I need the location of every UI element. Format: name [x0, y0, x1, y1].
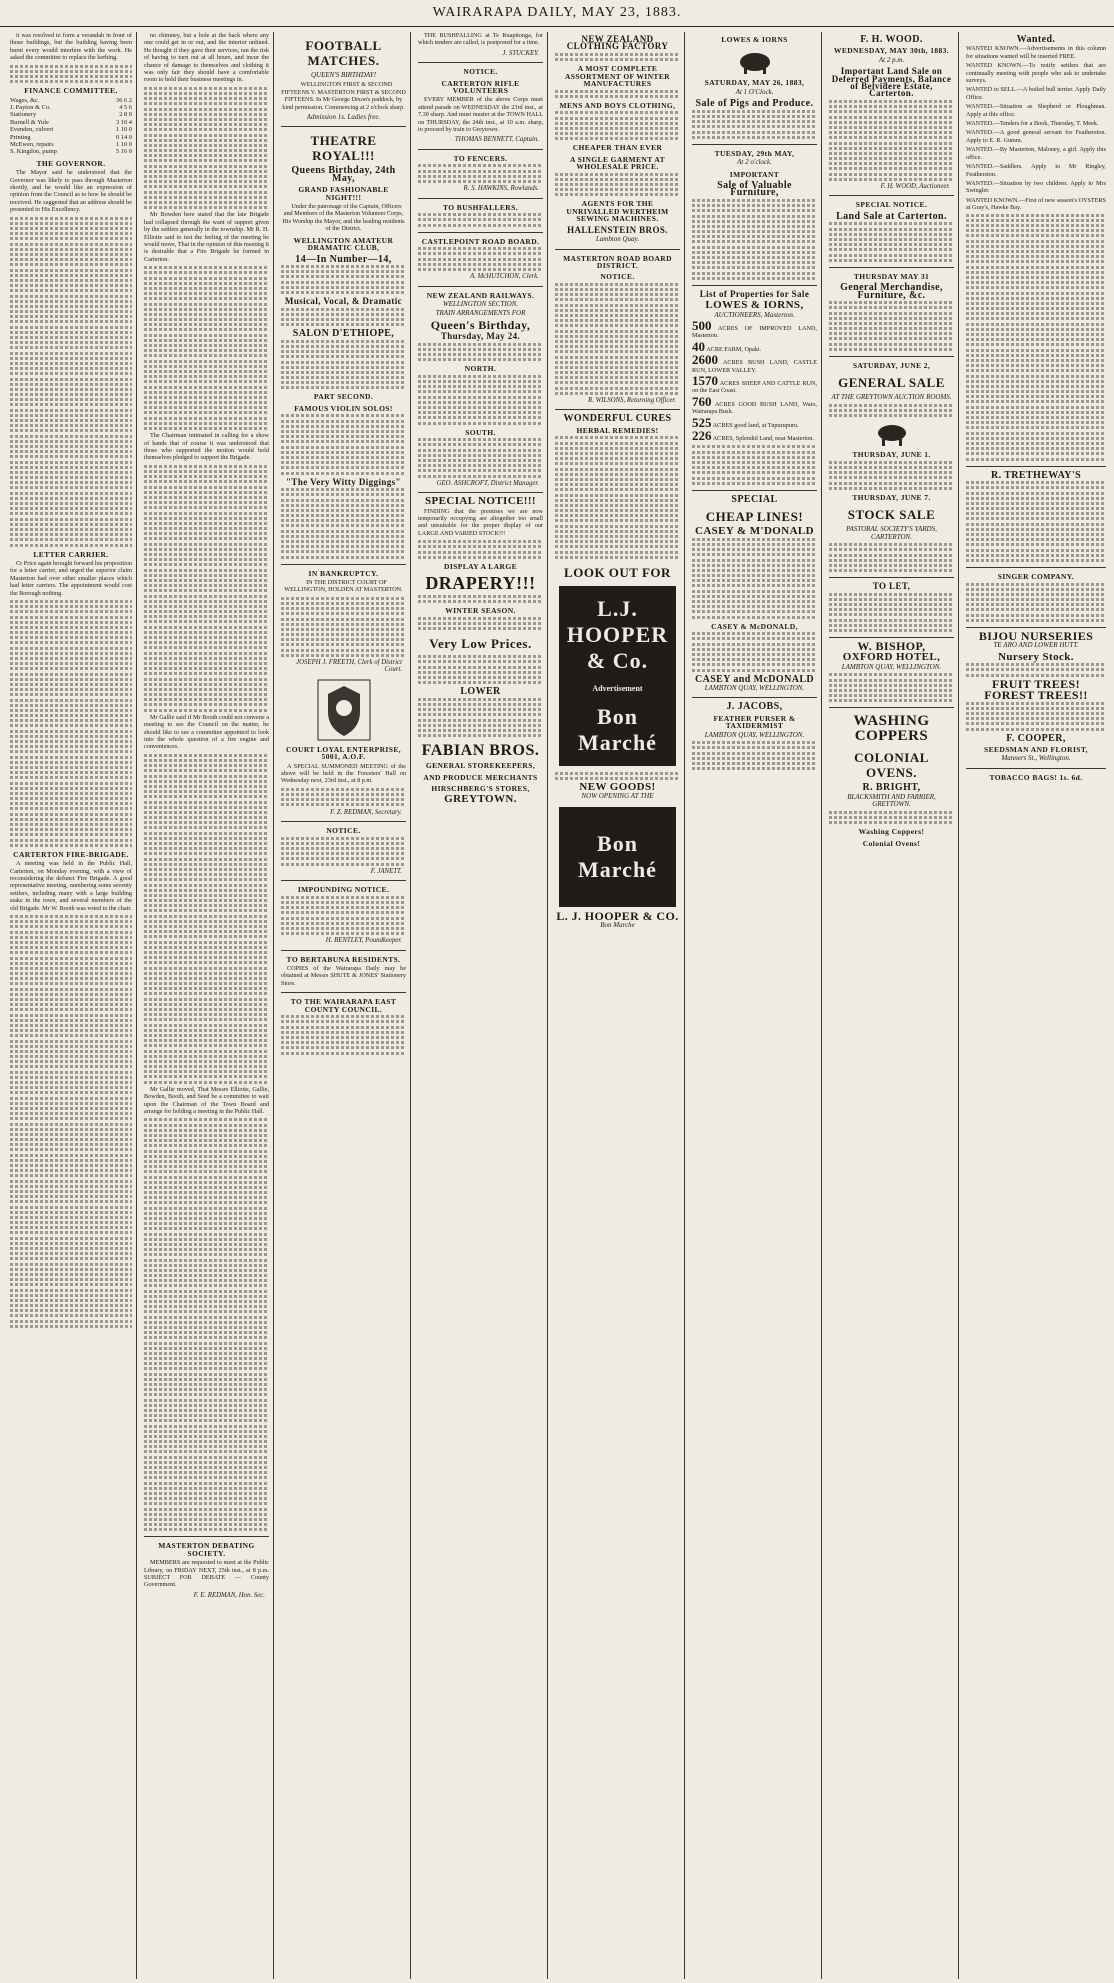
- divider: [966, 466, 1106, 467]
- list-item: WANTED.—By Masterton, Maloney, a girl. Apply this office.: [966, 146, 1106, 161]
- table-row: Stationery 2 8 0: [10, 111, 132, 119]
- signature: R. WILSONS, Returning Officer.: [588, 397, 676, 405]
- section-heading: NORTH.: [464, 364, 497, 374]
- section-heading: SPECIAL NOTICE.: [855, 200, 928, 210]
- text-block: [281, 414, 406, 474]
- divider: [418, 62, 543, 63]
- ad-subheading: Colonial Ovens!: [862, 838, 921, 848]
- ad-heading: SPECIAL NOTICE!!!: [424, 495, 536, 508]
- list-item: WANTED KNOWN.—Advertisements in this column for situations wanted will be inserted FREE.: [966, 45, 1106, 60]
- ad-subheading: TRAIN ARRANGEMENTS FOR: [435, 309, 526, 318]
- text-block: [555, 53, 680, 61]
- ad-subheading: WEDNESDAY, MAY 30th, 1883.: [833, 46, 950, 56]
- ad-subheading: THURSDAY MAY 31: [853, 271, 930, 281]
- ad-subheading: AUCTIONEERS, Masterton.: [714, 310, 795, 319]
- list-item: 525 ACRES good land, at Tupurupuru.: [692, 414, 799, 430]
- ad-subheading: NOW OPENING AT THE: [581, 792, 654, 801]
- text-block: [144, 266, 269, 430]
- ad-subheading: Thursday, May 24.: [440, 331, 521, 342]
- hooper-advertisement: [559, 586, 676, 766]
- ad-subheading: GRAND FASHIONABLE NIGHT!!!: [298, 185, 389, 202]
- text-block: [966, 214, 1106, 461]
- ad-heading: F. H. WOOD.: [860, 34, 923, 45]
- divider: [418, 286, 543, 287]
- section-heading: MASTERTON DEBATING SOCIETY.: [158, 1541, 255, 1558]
- ad-heading: WASHING COPPERS: [853, 713, 930, 745]
- text-block: [418, 164, 543, 183]
- ad-subheading: PART SECOND.: [313, 392, 374, 402]
- column-rule: [410, 32, 411, 1979]
- column-7: [825, 32, 958, 1979]
- divider: [281, 950, 406, 951]
- section-heading: TO BUSHFALLERS.: [443, 202, 518, 212]
- text-block: [10, 915, 132, 1328]
- column-5: [551, 32, 684, 1979]
- table-row: McEwen, repairs 1 10 0: [10, 141, 132, 149]
- ad-heading: SINGER COMPANY.: [997, 571, 1075, 581]
- column-4: [414, 32, 547, 1979]
- text-block: [829, 301, 954, 351]
- signature: H. BENTLEY, Poundkeeper.: [325, 937, 402, 945]
- text-block: [418, 213, 543, 226]
- ad-heading: WONDERFUL CURES: [563, 413, 672, 425]
- section-heading: CARTERTON RIFLE VOLUNTEERS: [441, 78, 520, 96]
- text-block: [692, 632, 817, 671]
- section-heading: THE GOVERNOR.: [36, 158, 106, 168]
- divider: [692, 697, 817, 698]
- ad-heading: COLONIAL OVENS.: [854, 750, 929, 781]
- text-block: [281, 265, 406, 294]
- section-heading: MASTERTON ROAD BOARD DISTRICT.: [563, 253, 672, 270]
- divider: [144, 1536, 269, 1537]
- text-block: [10, 217, 132, 547]
- section-heading: TO BERTABUNA RESIDENTS.: [286, 954, 401, 964]
- column-rule: [547, 32, 548, 1979]
- ad-heading: CHEAP LINES!: [705, 509, 804, 525]
- ad-subheading: Advertisement: [592, 683, 643, 693]
- ad-subheading: Queens Birthday, 24th May,: [291, 165, 396, 184]
- divider: [829, 195, 954, 196]
- text-block: [281, 1015, 406, 1054]
- signature: F. Z. REDMAN, Secretary.: [330, 808, 402, 816]
- divider: [829, 707, 954, 708]
- ad-subheading: THURSDAY, JUNE 7.: [852, 492, 931, 502]
- ad-subheading: HALLENSTEIN BROS.: [567, 224, 668, 235]
- ad-subheading: TUESDAY, 29th MAY,: [714, 148, 795, 158]
- ad-subheading: IMPORTANT: [729, 169, 780, 179]
- ad-subheading: SATURDAY, MAY 26, 1883,: [704, 78, 805, 88]
- list-item: WANTED to SELL.—A boiled bull terrier. Apply Daily Office.: [966, 86, 1106, 101]
- ad-subheading: FEATHER PURSER & TAXIDERMIST: [713, 713, 796, 731]
- list-item: 2600 ACRES BUSH LAND, CASTLE RUN, LOWER VALLEY.: [692, 352, 817, 374]
- notice-text: MEMBERS are requested to meet at the Public Library, on FRIDAY NEXT, 25th inst., at 8 p.m. SUBJECT FOR DEBATE — County Government.: [144, 1559, 269, 1589]
- ad-heading: NEW ZEALAND CLOTHING FACTORY: [566, 34, 669, 52]
- column-rule: [273, 32, 274, 1979]
- ad-subheading: SATURDAY, JUNE 2,: [852, 360, 931, 370]
- ad-heading: LOOK OUT FOR: [564, 564, 671, 580]
- ad-subheading: CASEY & McDONALD,: [711, 621, 798, 631]
- notice-text: IN THE DISTRICT COURT OF WELLINGTON, HOLDEN AT MASTERTON.: [284, 578, 403, 594]
- article-text: The Chairman intimated in calling for a show of hands that of course it was understood that those who supported the motion would hold themselves pledged to support the Brigade.: [144, 432, 269, 462]
- ad-heading: General Merchandise, Furniture, &c.: [840, 282, 943, 301]
- text-block: [281, 788, 406, 807]
- ad-subheading: AT THE GREYTOWN AUCTION ROOMS.: [831, 393, 952, 402]
- table-row: Burnell & Yule 3 10 4: [10, 118, 132, 126]
- section-heading: IN BANKRUPTCY.: [308, 568, 379, 578]
- column-rule: [684, 32, 685, 1979]
- ad-heading: CASEY & M'DONALD: [694, 525, 815, 538]
- section-heading: NOTICE.: [463, 67, 498, 77]
- ad-subheading: WELLINGTON SECTION.: [442, 299, 519, 308]
- list-item: WANTED.—Saddlers. Apply to Mr Ringley, Featherston.: [966, 163, 1106, 178]
- list-item: 40 ACRE FARM, Opaki.: [692, 338, 762, 354]
- section-heading: LETTER CARRIER.: [33, 549, 109, 559]
- text-block: [10, 65, 132, 84]
- ad-heading: Land Sale at Carterton.: [836, 210, 947, 222]
- ad-subheading: GREYTOWN.: [444, 793, 517, 806]
- ad-heading: Bon Marché: [578, 703, 657, 755]
- text-block: [692, 445, 817, 484]
- ad-heading: STOCK SALE: [847, 507, 936, 523]
- ad-heading: FABIAN BROS.: [421, 742, 540, 760]
- ad-subheading: LAMBTON QUAY, WELLINGTON.: [704, 730, 805, 739]
- ad-subheading: AND PRODUCE MERCHANTS: [423, 772, 538, 782]
- ad-subheading: QUEEN'S BIRTHDAY!: [310, 71, 377, 79]
- ad-subheading: At 2 o'clock.: [737, 158, 772, 167]
- ad-heading: TO LET,: [872, 581, 911, 592]
- table-row: Evenden, culvert 1 10 0: [10, 126, 132, 134]
- ad-subheading: Lambton Quay.: [595, 235, 640, 244]
- ad-heading: DRAPERY!!!: [425, 573, 536, 594]
- notice-text: A SPECIAL SUMMONED MEETING of the above will be held in the Foresters' Hall on Wednesday next, 23rd inst., at 8 p.m.: [281, 762, 406, 785]
- list-item: WANTED KNOWN.—To notify settlers that are continually meeting with people who ask to undertake surveys.: [966, 62, 1106, 85]
- ad-heading: Important Land Sale on Deferred Payments, Balance of Belvidere Estate, Carterton.: [831, 66, 952, 99]
- ad-subheading: FAMOUS VIOLIN SOLOS!: [294, 403, 393, 413]
- text-block: [829, 543, 954, 572]
- text-block: [829, 593, 954, 632]
- divider: [692, 490, 817, 491]
- finance-table: [10, 97, 132, 156]
- ad-heading: FRUIT TREES!: [991, 676, 1081, 691]
- divider: [829, 637, 954, 638]
- column-2: [140, 32, 273, 1979]
- ad-heading: Very Low Prices.: [429, 636, 532, 652]
- section-heading: TO THE WAIRARAPA EAST COUNTY COUNCIL.: [290, 997, 397, 1014]
- text-block: [144, 465, 269, 712]
- ad-heading: THEATRE ROYAL!!!: [310, 133, 377, 164]
- column-3: [277, 32, 410, 1979]
- signature: A. McHUTCHON, Clerk.: [470, 273, 539, 281]
- ad-heading: LOWES & IORNS: [721, 35, 788, 44]
- text-block: [281, 340, 406, 390]
- ad-heading: L.J. HOOPER & Co.: [566, 595, 669, 673]
- article-text: Cr Price again brought forward his proposition for a letter carrier, and urged the superior claim Masterton had over other smaller places which had letter carriers. The appointment would cost the Borough nothing.: [10, 559, 132, 597]
- ad-heading: SPECIAL: [731, 493, 778, 505]
- ad-subheading: WINTER SEASON.: [445, 606, 516, 616]
- divider: [418, 232, 543, 233]
- list-item: WANTED.—Tenders for a Book, Thursday, T. Meek.: [966, 120, 1099, 128]
- pig-icon: [735, 47, 775, 75]
- text-block: [281, 488, 406, 558]
- text-block: [555, 111, 680, 140]
- section-heading: IMPOUNDING NOTICE.: [297, 885, 390, 895]
- divider: [418, 198, 543, 199]
- ad-subheading: 14—In Number—14,: [295, 253, 392, 265]
- text-block: [281, 896, 406, 935]
- ad-subheading: BLACKSMITH AND FARRIER, GREYTOWN.: [847, 792, 936, 809]
- list-item: WANTED.—Situation by two children. Apply to Mrs Swingler.: [966, 179, 1106, 195]
- article-text: The Mayor said he understood that the Governor was likely to pass through Masterton shortly, and he would like an expression of opinion from the Council as to how he should be received. He suggested that an address should be presented to His Excellency.: [10, 169, 132, 214]
- divider: [281, 992, 406, 993]
- article-text: no chimney, but a hole at the back where any one could get in or out, and the interior unlined. He thought if they gave their services, ran the risk of having to turn out at all hours, and incur the chance of damage to themselves and clothing it was only fair they should have a comfortable room to hold their business meetings in.: [144, 32, 269, 84]
- section-heading: CARTERTON FIRE-BRIGADE.: [13, 849, 129, 859]
- ad-heading: R. TRETHEWAY'S: [990, 469, 1082, 481]
- divider: [829, 356, 954, 357]
- text-block: [281, 308, 406, 327]
- notice-text: EVERY MEMBER of the above Corps must attend parade on WEDNESDAY the 23rd inst., at 7.30 sharp. And must muster at the TOWN HALL on THURSDAY, the 24th inst., at 10 a.m. sharp, to proceed by train to Greytown.: [418, 96, 543, 134]
- signature: F. E. REDMAN, Hon. Sec.: [193, 1591, 265, 1599]
- ad-text: WELLINGTON FIRST & SECOND FIFTEENS V. MASTERTON FIRST & SECOND FIFTEENS. In Mr George Dixon's paddock, by kind permission. Commencing at 2 o'clock sharp.: [281, 81, 406, 111]
- text-block: [692, 741, 817, 770]
- text-block: [555, 173, 680, 197]
- signature: F. JANETT.: [370, 867, 402, 875]
- divider: [966, 768, 1106, 769]
- signature: F. H. WOOD, Auctioneer.: [880, 183, 950, 191]
- article-text: Mr Bowden here stated that the late Brigade had collapsed through the want of support given by the settlers generally in the township. Mr R. H. Elliotte said to test the feeling of the meeting he would move, That in the opinion of this meeting it is desirable that a Fire Brigade be formed in Carterton.: [144, 211, 269, 263]
- text-block: [966, 663, 1106, 676]
- column-rule: [958, 32, 959, 1979]
- column-1: [6, 32, 136, 1979]
- text-block: [692, 538, 817, 619]
- ad-heading: BIJOU NURSERIES: [978, 628, 1094, 643]
- list-item: WANTED KNOWN.—First of new season's OYSTERS at Gray's, Hawke Bay.: [966, 196, 1106, 212]
- section-heading: NOTICE.: [600, 272, 635, 282]
- text-block: [144, 1118, 269, 1531]
- ad-subheading: LAMBTON QUAY, WELLINGTON.: [841, 662, 942, 671]
- article-text: Mr Gallie moved, That Messrs Elliotte, Gallie, Bowden, Booth, and Seed be a committee to wait upon the Chairman of the Town Board and arrange for holding a meeting in the Public Hall.: [144, 1085, 269, 1116]
- ad-subheading: PASTORAL SOCIETY'S YARDS, CARTERTON.: [846, 525, 937, 541]
- text-block: [281, 597, 406, 657]
- section-heading: SOUTH.: [465, 427, 496, 437]
- ad-heading: R. BRIGHT,: [862, 782, 921, 794]
- divider: [281, 880, 406, 881]
- text-block: [966, 583, 1106, 622]
- ad-heading: W. BISHOP,: [857, 639, 926, 653]
- ad-subheading: Washing Coppers!: [858, 827, 925, 837]
- text-block: [829, 222, 954, 261]
- ad-subheading: At 1 O'Clock.: [735, 87, 774, 96]
- ad-heading: Sale of Valuable Furniture,: [717, 179, 792, 199]
- ad-note: Admission 1s. Ladies free.: [306, 113, 381, 122]
- ad-heading: FOREST TREES!!: [984, 688, 1088, 703]
- divider: [829, 267, 954, 268]
- ad-heading: LOWES & IORNS,: [705, 299, 804, 312]
- divider: [692, 285, 817, 286]
- ad-subheading: WELLINGTON AMATEUR DRAMATIC CLUB,: [293, 235, 394, 253]
- notice-text: COPIES of the Wairarapa Daily may be obtained at Messrs SHUTE & JONES' Stationery Store.: [281, 965, 406, 987]
- column-rule: [821, 32, 822, 1979]
- property-list: [692, 318, 817, 444]
- text-block: [555, 90, 680, 98]
- text-block: [829, 811, 954, 824]
- section-heading: FINANCE COMMITTEE.: [24, 86, 118, 96]
- ad-heading: List of Properties for Sale: [699, 288, 810, 299]
- ad-subheading: THURSDAY, JUNE 1.: [852, 450, 931, 460]
- ad-heading: Sale of Pigs and Produce.: [695, 98, 814, 110]
- article-text: it was resolved to form a verandah in front of those buildings, but the building having been burnt every would interfere with the work. He asked the committee to replace the kerbing.: [10, 32, 132, 62]
- ad-subheading: HERBAL REMEDIES!: [576, 425, 659, 435]
- ad-subheading: TE ARO AND LOWER HUTT.: [993, 641, 1079, 650]
- ad-text: FINDING that the premises we are now temporarily occupying are altogether too small and unsuitable for the proper display of our LARGE AND VARIED STOCK!!!: [418, 507, 543, 537]
- section-heading: NOTICE.: [326, 826, 361, 836]
- signature: R. S. HAWKINS, Rowlands.: [463, 185, 539, 193]
- divider: [281, 821, 406, 822]
- text-block: [555, 772, 680, 780]
- text-block: [418, 540, 543, 559]
- text-block: [144, 754, 269, 1084]
- divider: [555, 409, 680, 410]
- signature: J. STUCKEY.: [502, 49, 539, 57]
- bon-marche-block: [559, 807, 676, 907]
- ad-heading: Bon Marché: [578, 830, 657, 882]
- ad-subheading: SALON D'ETHIOPE,: [292, 328, 395, 340]
- list-item: 226 ACRES, Splendid Land, near Masterton.: [692, 428, 814, 444]
- text-block: [555, 436, 680, 558]
- signature: THOMAS BENNETT, Captain.: [454, 136, 539, 144]
- section-heading: CASTLEPOINT ROAD BOARD.: [421, 236, 540, 246]
- sheep-icon: [872, 421, 912, 447]
- list-item: WANTED.—Situation as Shepherd or Ploughman. Apply at this office.: [966, 103, 1106, 118]
- text-block: [144, 87, 269, 209]
- table-row: J. Payton & Co. 4 5 6: [10, 104, 132, 111]
- ad-subheading: Manners St., Wellington.: [1001, 754, 1071, 763]
- table-row: Wages, &c. 36 6 2: [10, 96, 132, 104]
- column-6: [688, 32, 821, 1979]
- text-block: [418, 438, 543, 477]
- list-item: 500 ACRES OF IMPROVED LAND, Masterton.: [692, 318, 817, 340]
- ad-subheading: SEEDSMAN AND FLORIST,: [984, 744, 1088, 754]
- divider: [829, 577, 954, 578]
- ad-heading: J. JACOBS,: [726, 701, 783, 713]
- ad-subheading: Bon Marche: [600, 921, 635, 930]
- article-text: Mr Gallie said if Mr Booth could not convene a meeting to see the Council on the matter, he should like to see a committee appointed to look into the whole question of a fire engine and conveniences.: [144, 713, 269, 751]
- ad-text: Under the patronage of the Captain, Officers and Members of the Masterton Volunteer Corps, His Worship the Mayor, and the leading residents of the District.: [282, 203, 405, 233]
- ad-heading: NEW GOODS!: [579, 780, 656, 793]
- ad-subheading: LOWER: [460, 686, 501, 698]
- text-block: [418, 343, 543, 362]
- ad-subheading: MENS AND BOYS CLOTHING,: [559, 100, 676, 110]
- text-block: [418, 375, 543, 425]
- ad-subheading: AGENTS FOR THE UNRIVALLED WERTHEIM SEWING MACHINES.: [566, 199, 669, 224]
- text-block: [692, 199, 817, 280]
- text-block: [281, 837, 406, 866]
- list-item: 760 ACRES GOOD BUSH LAND, Waio, Wairarapa Bush.: [692, 393, 817, 416]
- divider: [692, 144, 817, 145]
- masthead: WAIRARAPA DAILY, MAY 23, 1883.: [0, 0, 1114, 27]
- divider: [281, 126, 406, 127]
- list-item: WANTED.—A good general servant for Featherston. Apply to E. R. Gumm.: [966, 129, 1106, 144]
- ad-subheading: GENERAL STOREKEEPERS,: [425, 761, 536, 771]
- text-block: [829, 461, 954, 490]
- divider: [966, 567, 1106, 568]
- ad-heading: Queen's Birthday,: [430, 317, 531, 332]
- ad-subheading: A MOST COMPLETE ASSORTMENT OF WINTER MANUFACTURES: [564, 64, 671, 88]
- text-block: [966, 702, 1106, 731]
- list-item: 1570 ACRES SHEEP AND CATTLE RUN, on the East Coast.: [692, 373, 817, 395]
- ad-heading: GENERAL SALE: [838, 375, 945, 391]
- text-block: [829, 404, 954, 417]
- ad-subheading: Musical, Vocal, & Dramatic: [284, 296, 403, 307]
- table-row: Printing 0 14 0: [10, 133, 132, 141]
- signature: JOSEPH J. FREETH, Clerk of District Court.: [296, 659, 402, 674]
- divider: [281, 564, 406, 565]
- ad-subheading: At 2 p.m.: [878, 55, 905, 64]
- divider: [418, 492, 543, 493]
- ad-subheading: DISPLAY A LARGE: [444, 561, 517, 571]
- divider: [555, 249, 680, 250]
- text-block: [418, 247, 543, 271]
- text-block: [829, 100, 954, 181]
- ad-heading: FOOTBALL MATCHES.: [305, 38, 382, 68]
- signature: GEO. ASHCROFT, District Manager.: [436, 479, 539, 487]
- ad-subheading: "The Very Witty Diggings": [286, 476, 401, 487]
- section-heading: COURT LOYAL ENTERPRISE, 5001, A.O.F.: [285, 744, 401, 762]
- ad-heading: OXFORD HOTEL,: [842, 651, 941, 664]
- divider: [966, 627, 1106, 628]
- crest-icon: [316, 678, 372, 742]
- notice-text: THE BUSHFALLING at Te Ruapitonga, for which tenders are called, is postponed for a time.: [418, 32, 543, 47]
- text-block: [692, 110, 817, 139]
- column-8: [962, 32, 1110, 1979]
- text-block: [418, 617, 543, 630]
- ad-heading: F. COOPER,: [1006, 732, 1066, 744]
- text-block: [418, 698, 543, 737]
- section-heading: TO FENCERS.: [453, 153, 508, 163]
- ad-subheading: A SINGLE GARMENT AT WHOLESALE PRICE.: [569, 154, 666, 172]
- article-text: A meeting was held in the Public Hall, Carterton, on Monday evening, with a view of reconsidering the defunct Fire Brigade. A good representative meeting, numbering some seventy settlers, including many with a large building stake in the town, and several members of the old Brigade. Mr W. Booth was voted to the chair.: [10, 860, 132, 912]
- text-block: [418, 655, 543, 684]
- text-block: [829, 673, 954, 702]
- ad-subheading: HIRSCHBERG'S STORES,: [431, 783, 530, 793]
- section-heading: NEW ZEALAND RAILWAYS.: [426, 290, 535, 300]
- ad-heading: L. J. HOOPER & CO.: [556, 908, 679, 923]
- column-rule: [136, 32, 137, 1979]
- ad-subheading: LAMBTON QUAY, WELLINGTON.: [704, 683, 805, 692]
- text-block: [10, 600, 132, 847]
- ad-subheading: CHEAPER THAN EVER: [572, 143, 663, 153]
- text-block: [418, 595, 543, 603]
- ad-heading: TOBACCO BAGS! 1s. 6d.: [989, 772, 1083, 782]
- ad-heading: Nursery Stock.: [998, 650, 1074, 663]
- ad-heading: CASEY and McDONALD: [694, 673, 815, 685]
- text-block: [555, 283, 680, 395]
- section-heading: Wanted.: [1016, 34, 1056, 45]
- divider: [418, 149, 543, 150]
- table-row: S. Kingdon, pump 5 16 0: [10, 148, 132, 156]
- text-block: [966, 481, 1106, 562]
